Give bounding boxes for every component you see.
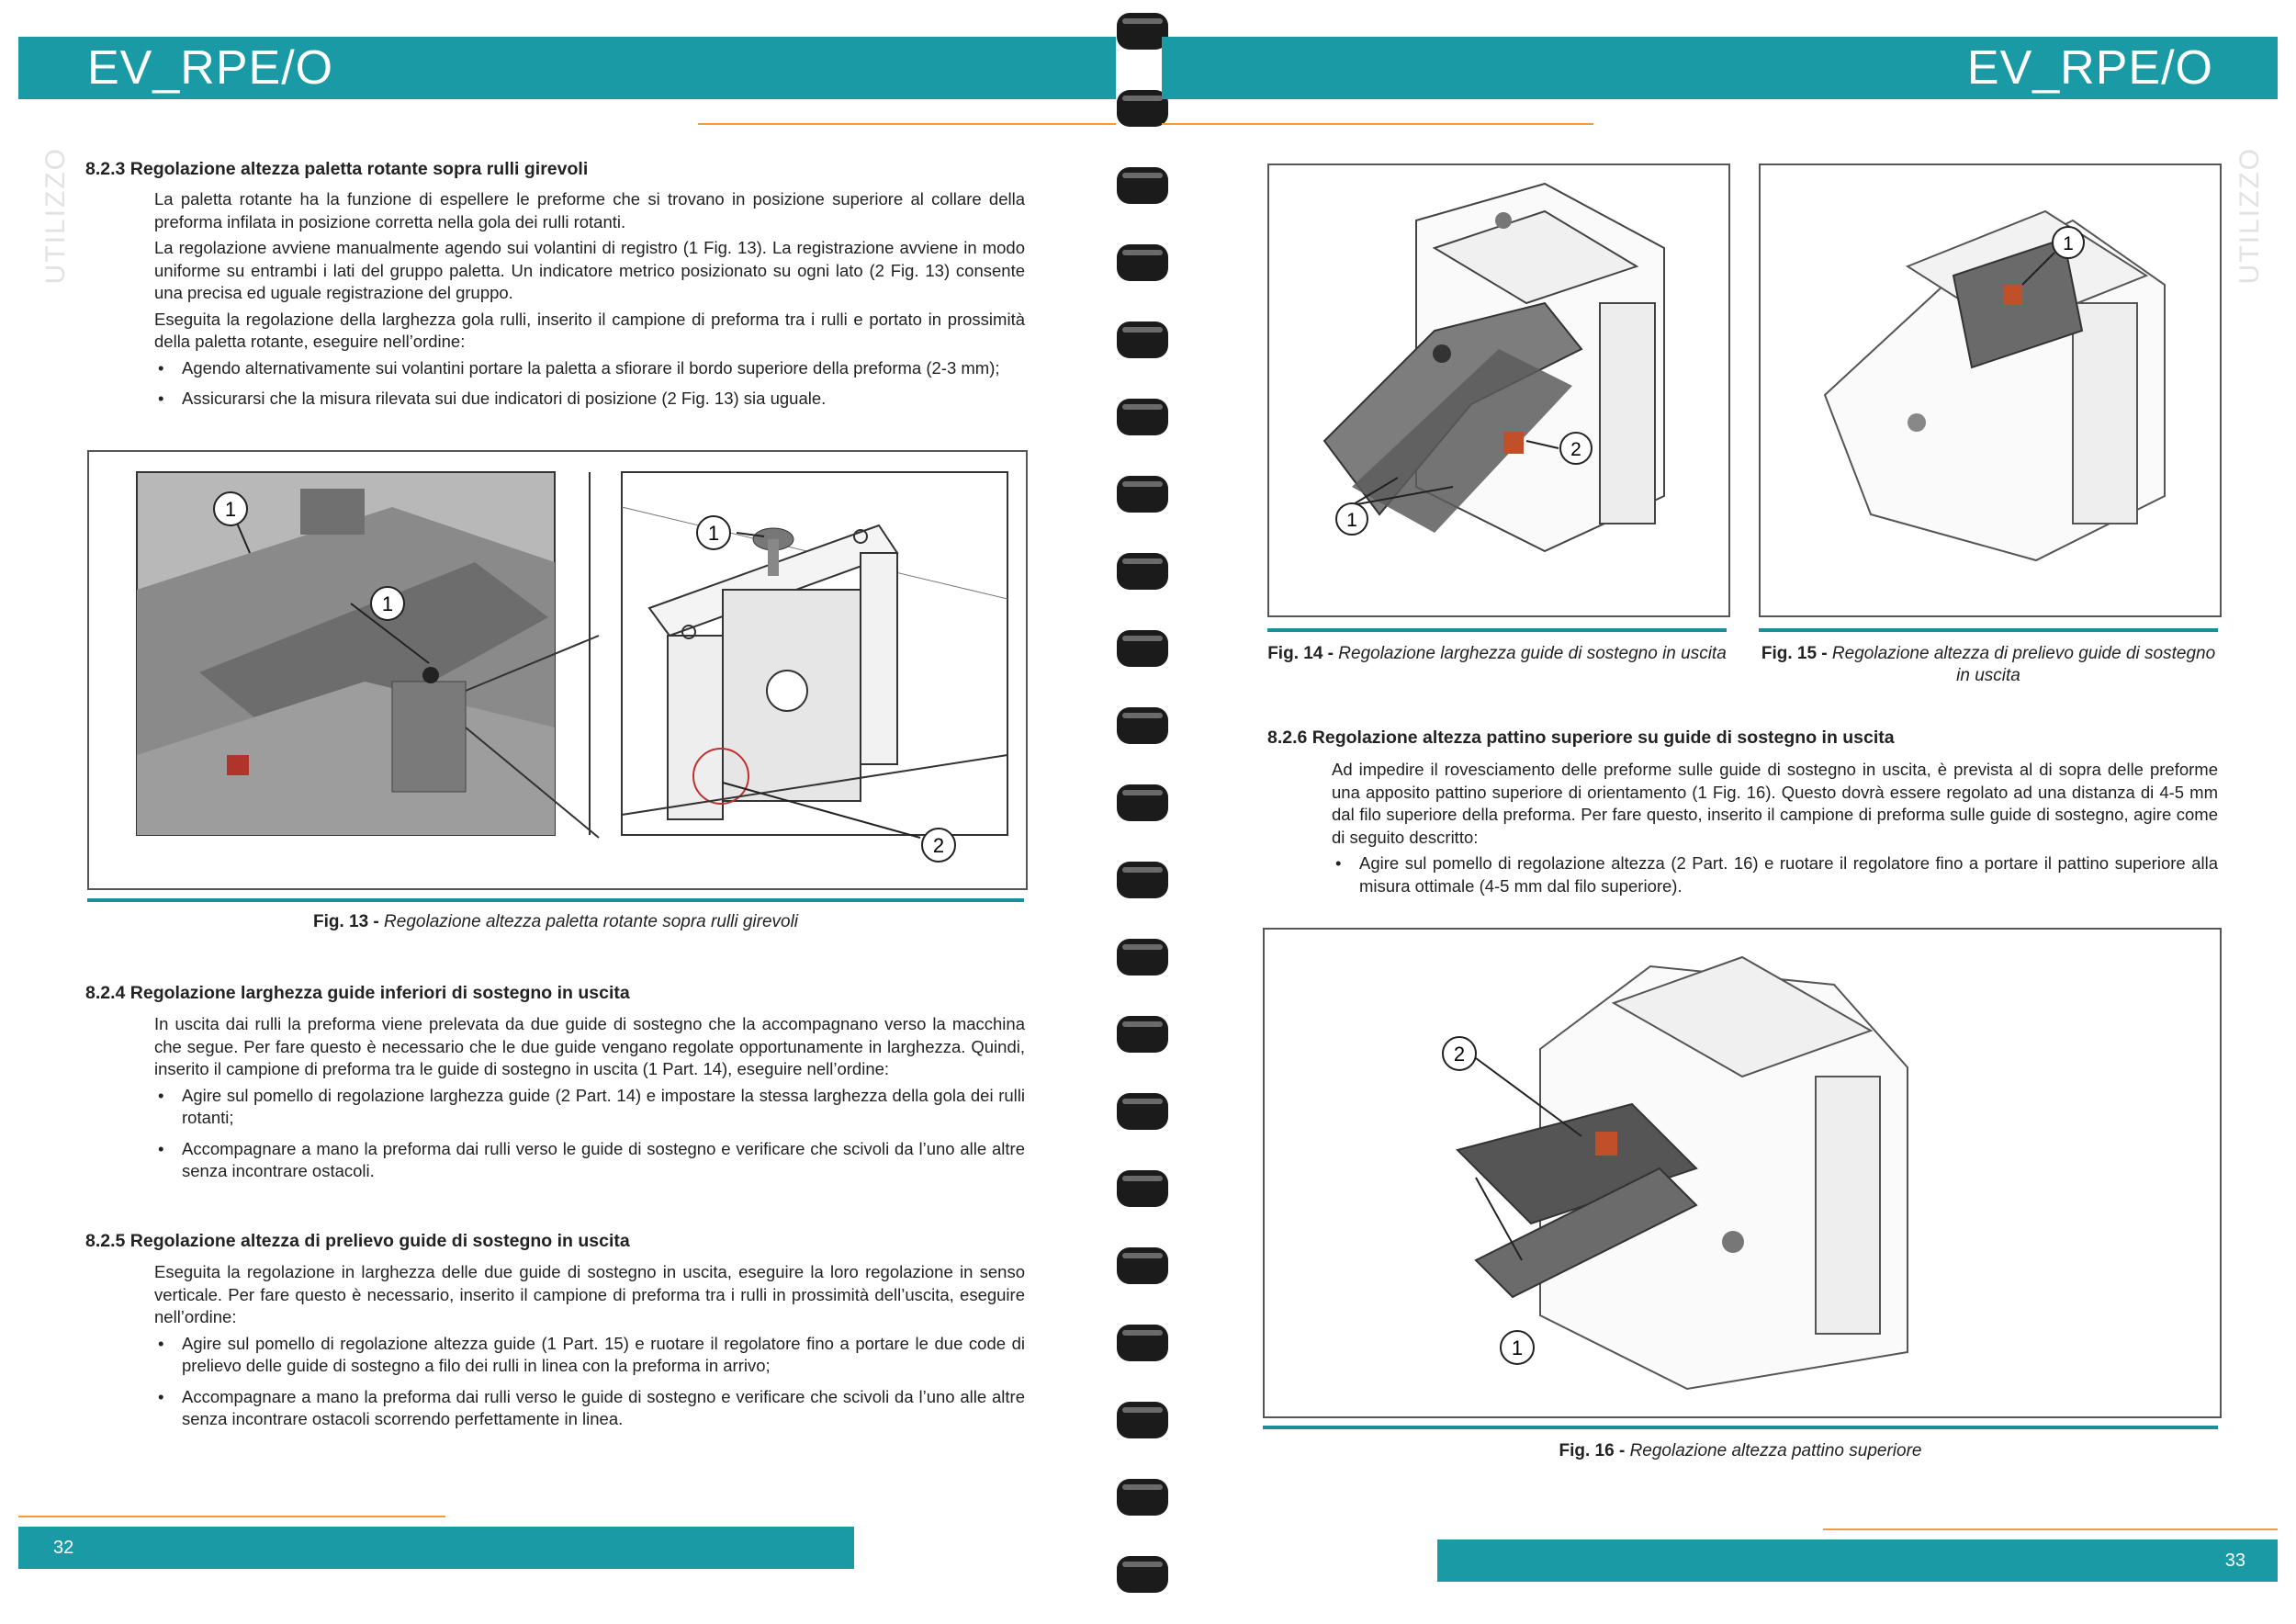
paragraph: Eseguita la regolazione in larghezza delle due guide di sostegno in uscita, eseguire la loro regolazione in senso verticale. Per fare questo è necessario, inserito il campione di preforma tra i rulli in prossimità dell’uscita, eseguire nell’ordine: xyxy=(154,1262,1025,1326)
binding-coil-highlight xyxy=(1122,636,1163,641)
binding-coil-highlight xyxy=(1122,96,1163,101)
header-rule-left xyxy=(698,123,1116,125)
list-item: • Accompagnare a mano la preforma dai rulli verso le guide di sostegno e verificare che scivoli da l’uno alle altre senza incontrare ostacoli scorrendo perfettamente in linea. xyxy=(154,1386,1025,1431)
paragraph: Eseguita la regolazione della larghezza gola rulli, inserito il campione di preforma tra i rulli e portato in prossimità della paletta rotante, eseguire nell’ordine: xyxy=(154,309,1025,351)
binding-coil-highlight xyxy=(1122,944,1163,950)
list-item: • Agendo alternativamente sui volantini portare la paletta a sfiorare il bordo superiore della preforma (2-3 mm); xyxy=(154,357,1025,380)
figure-14-caption xyxy=(1267,643,1727,665)
figure-14-illustration xyxy=(1269,165,1728,615)
paragraph: Ad impedire il rovesciamento delle preforme sulle guide di sostegno in uscita, è prevista al di sopra delle preforme una apposito pattino superiore di orientamento (1 Fig. 16). Questo dovrà essere regolato ad una distanza di 4-5 mm dal filo superiore della preforma. Per fare questo, inserito il campione di preforma sulle guide di sostegno, agire come di seguito descritto: xyxy=(1332,760,2218,847)
section-body-824 xyxy=(154,1013,1025,1191)
binding-coil-highlight xyxy=(1122,404,1163,410)
list-item: • Agire sul pomello di regolazione altezza guide (1 Part. 15) e ruotare il regolatore fino a portare le due code di prelievo delle guide di sostegno a filo dei rulli in linea con la preforma in arrivo; xyxy=(154,1333,1025,1378)
binding-coil-highlight xyxy=(1122,1330,1163,1336)
figure-13-caption xyxy=(87,911,1024,933)
list-item: • Agire sul pomello di regolazione altezza (2 Part. 16) e ruotare il regolatore fino a portare il pattino superiore alla misura ottimale (4-5 mm dal filo superiore). xyxy=(1332,852,2218,897)
figure-16-illustration xyxy=(1265,930,2220,1416)
figure-13-rule xyxy=(87,898,1024,902)
callout-1: 1 xyxy=(1511,1336,1524,1359)
binding-coil-highlight xyxy=(1122,1099,1163,1104)
caption-text: Regolazione larghezza guide di sostegno in uscita xyxy=(1338,644,1727,663)
binding-coil-highlight xyxy=(1122,173,1163,178)
header-band-left xyxy=(18,37,1116,99)
footer-band-right xyxy=(1437,1539,2278,1582)
section-heading-823: 8.2.3 Regolazione altezza paletta rotante sopra rulli girevoli xyxy=(85,159,589,179)
figure-14 xyxy=(1267,164,1730,617)
binding-coil-highlight xyxy=(1122,1021,1163,1027)
figure-14-rule xyxy=(1267,628,1727,632)
section-body-825 xyxy=(154,1261,1025,1439)
callout-1: 1 xyxy=(224,498,237,521)
page-number-left: 32 xyxy=(53,1538,74,1558)
binding-coil-highlight xyxy=(1122,1407,1163,1413)
binding-coil-highlight xyxy=(1122,18,1163,24)
binding-coil-highlight xyxy=(1122,1253,1163,1258)
callout-2: 2 xyxy=(1570,439,1581,460)
header-band-right xyxy=(1162,37,2278,99)
section-heading-824: 8.2.4 Regolazione larghezza guide inferiori di sostegno in uscita xyxy=(85,983,630,1003)
callout-2: 2 xyxy=(932,834,945,857)
callout-1: 1 xyxy=(707,522,720,545)
binding-coil-highlight xyxy=(1122,481,1163,487)
header-rule-right xyxy=(1162,123,1593,125)
caption-label: Fig. 15 - xyxy=(1761,644,1828,663)
side-tag-left: UTILIZZO xyxy=(40,147,71,285)
bullet-list xyxy=(154,357,1025,411)
figure-16-caption xyxy=(1263,1440,2218,1462)
caption-text: Regolazione altezza di prelievo guide di sostegno in uscita xyxy=(1831,644,2216,685)
figure-15-caption xyxy=(1759,643,2218,687)
figure-16 xyxy=(1263,928,2222,1418)
right-page xyxy=(1162,0,2296,1624)
binding-coil-highlight xyxy=(1122,558,1163,564)
list-item: • Agire sul pomello di regolazione larghezza guide (2 Part. 14) e impostare la stessa larghezza della gola dei rulli rotanti; xyxy=(154,1085,1025,1130)
caption-label: Fig. 14 - xyxy=(1267,644,1334,663)
bullet-list xyxy=(154,1333,1025,1431)
figure-15-illustration xyxy=(1761,165,2220,615)
binding-coil-highlight xyxy=(1122,1484,1163,1490)
callout-1: 1 xyxy=(2063,233,2074,254)
section-body-826 xyxy=(1332,759,2218,906)
list-item: • Assicurarsi che la misura rilevata sui due indicatori di posizione (2 Fig. 13) sia uguale. xyxy=(154,388,1025,411)
binding-coil-highlight xyxy=(1122,250,1163,255)
footer-rule-right xyxy=(1823,1528,2278,1530)
caption-text: Regolazione altezza paletta rotante sopra rulli girevoli xyxy=(384,912,799,931)
binding-coil-highlight xyxy=(1122,867,1163,873)
figure-15 xyxy=(1759,164,2222,617)
figure-16-rule xyxy=(1263,1426,2218,1429)
side-tag-right: UTILIZZO xyxy=(2234,147,2265,285)
figure-13 xyxy=(87,450,1028,890)
binding-coil-highlight xyxy=(1122,1176,1163,1181)
binding-coil-highlight xyxy=(1122,790,1163,795)
paragraph: La regolazione avviene manualmente agendo sui volantini di registro (1 Fig. 13). La registrazione avviene in modo uniforme su entrambi i lati del gruppo paletta. Un indicatore metrico posizionato su ogni lato (2 Fig. 13) consente una precisa ed uguale registrazione del gruppo. xyxy=(154,238,1025,302)
binding-coil-highlight xyxy=(1122,327,1163,333)
doc-title-left: EV_RPE/O xyxy=(87,41,334,95)
caption-label: Fig. 13 - xyxy=(312,912,379,931)
figure-15-rule xyxy=(1759,628,2218,632)
section-heading-825: 8.2.5 Regolazione altezza di prelievo guide di sostegno in uscita xyxy=(85,1231,630,1251)
footer-rule-left xyxy=(18,1516,445,1517)
section-body-823 xyxy=(154,188,1025,419)
binding-coil-highlight xyxy=(1122,713,1163,718)
callout-1: 1 xyxy=(381,592,394,615)
list-item: • Accompagnare a mano la preforma dai rulli verso le guide di sostegno e verificare che scivoli da l’uno alle altre senza incontrare ostacoli. xyxy=(154,1138,1025,1183)
left-page xyxy=(0,0,1116,1624)
bullet-list xyxy=(154,1085,1025,1183)
binding-coil-highlight xyxy=(1122,1562,1163,1567)
page-number-right: 33 xyxy=(2224,1551,2245,1571)
caption-label: Fig. 16 - xyxy=(1559,1441,1626,1460)
callout-2: 2 xyxy=(1453,1043,1466,1066)
callout-1: 1 xyxy=(1346,510,1357,531)
figure-13-illustration xyxy=(89,452,1026,888)
bullet-list xyxy=(1332,852,2218,897)
paragraph: In uscita dai rulli la preforma viene prelevata da due guide di sostegno che la accompagnano verso la macchina che segue. Per fare questo è necessario che le due guide vengano regolate opportunamente in larghezza. Quindi, inserito il campione di preforma tra le guide di sostegno in uscita (1 Part. 14), eseguire nell’ordine: xyxy=(154,1014,1025,1078)
footer-band-left xyxy=(18,1527,854,1569)
section-heading-826: 8.2.6 Regolazione altezza pattino superiore su guide di sostegno in uscita xyxy=(1267,727,1895,748)
paragraph: La paletta rotante ha la funzione di espellere le preforme che si trovano in posizione superiore al collare della preforma infilata in posizione corretta nella gola dei rulli rotanti. xyxy=(154,189,1025,231)
caption-text: Regolazione altezza pattino superiore xyxy=(1629,1441,1922,1460)
doc-title-right: EV_RPE/O xyxy=(1966,41,2213,95)
